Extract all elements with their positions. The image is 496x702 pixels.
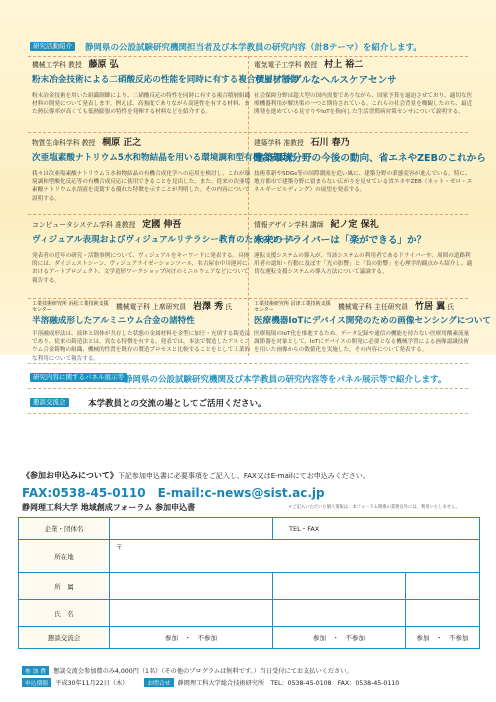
divider — [28, 363, 468, 364]
research-description: 社会保障分野は超大型の国内需要でありながら、国家予算を逼迫させており、適切な医療機器利用が解決策の一つと期待されている。これらの社会背景を概観したのち、最近開発を進めている見守りやIoTを指向した生活習慣病対策センサについて説明する。 — [254, 93, 473, 116]
research-title: 粉末冶金技術による二硝酸反応の性能を同時に有する複合積層材制御 — [32, 75, 299, 85]
department: 機械電子科 主任研究員 — [338, 303, 409, 311]
name-field-3[interactable] — [406, 600, 480, 627]
department: 建築学科 准教授 — [254, 139, 304, 147]
affiliation-field-3[interactable] — [406, 573, 480, 600]
research-item — [254, 301, 492, 355]
fee-tag: 参 加 費 — [22, 666, 49, 675]
department: 機械電子科 上席研究員 — [116, 303, 187, 311]
section-tag-research: 研究活動紹介 — [30, 42, 75, 51]
apply-title: 《参加お申込みについて》 — [22, 471, 118, 480]
research-title: 医療機器IoTにデバイス開発のための画像センシングについて — [254, 316, 492, 326]
name-field-2[interactable] — [273, 600, 406, 627]
address-field[interactable] — [110, 540, 480, 573]
contact-line — [22, 484, 325, 501]
presenter-name: 村上 裕二 — [324, 60, 364, 70]
affiliation-field-2[interactable] — [273, 573, 406, 600]
deadline-tag: 申込期限 — [22, 678, 51, 687]
honorific: 氏 — [225, 303, 233, 311]
research-description: 技術革新やSDGs等の国際潮流を追い風に、建築分野の業態変容が進んでいる。特に、地方都市で建築分野に留まらない広がりを見せている省エネやZEB（ネット・ゼロ・エネルギービルディング）の展望を発表する。 — [254, 171, 473, 194]
research-description: 発表者の近年の研究・活動事例について、ヴィジュアルをキーワードに発表する。具体的には、ダイジェストシーン、ヴィジュアライゼーションツール、名古屋市中川運河におけるアートプロジェクト、文学造形ワークショップ向けのミニルウェアなどについて報告する。 — [32, 253, 250, 284]
contact-text: 静岡理工科大学総合技術研究所 TEL：0538-45-0108 FAX：0538-45-0110 — [177, 680, 400, 687]
research-description: 半溶融成形法は、液体と固体が共存した状態の金属材料を金型に加圧・充填する鋳造法であり、従来の鋳造法とは、異なる特徴を有する。発表では、本法で製造したアルミニウム合金鋳物の組織、機械的性質を既存の製造プロセスと比較することをとして工業的な利用について報告する。 — [32, 331, 251, 362]
fee-text: 懇談交流会参加費のみ4,000円（1名）（その他のプログラムは無料です。）当日受付にてお支払いください。 — [53, 668, 353, 675]
presenter-name: 岩澤 秀 — [192, 302, 224, 312]
research-title: 未来のドライバーは「楽ができる」か？ — [254, 235, 427, 246]
zip-mark: 〒 — [116, 543, 123, 551]
research-description: 医療現場のIoT化を推進するため、データ記録や通信の機能を持たない医療用酸素流量調節器を対象として、IoTにデバイスの開発に必要となる機械学習による画像認識技術を用いた画像からの数値化を実施した。その内容について発表する。 — [254, 331, 470, 354]
section-tag-panel: 研究内容に関するパネル展示等 — [30, 373, 127, 382]
department: 物質生命科学科 教授 — [32, 139, 96, 147]
research-title: 建築環境分野の今後の動向、省エネやZEBのこれから — [254, 153, 486, 164]
presenter-name: 紀ノ定 保礼 — [330, 220, 379, 230]
tel-fax-label: TEL・FAX — [289, 525, 320, 533]
department: 機械工学科 教授 — [32, 61, 82, 69]
reception-text: 本学教員との交流の場としてご活用ください。 — [88, 399, 267, 409]
deadline-text: 平成30年11月22日（木） — [55, 680, 129, 687]
research-title: 半溶融成形したアルミニウム合金の諸特性 — [32, 316, 195, 326]
research-title: ウェアラブルなヘルスケアセンサ — [254, 75, 397, 86]
tel-fax-field[interactable] — [273, 518, 480, 540]
divider — [28, 298, 468, 299]
research-description: 粉末冶金技術を用いた組織制御により、二硝酸反応の特性を同時に有する複合積層組織材料の開発について発表します。例えば、高強度でありながら高延性を有する材料、また熱伝導率が高くても低熱膨張の特性を発揮する材料などを紹介する。 — [32, 93, 251, 116]
research-description: 我々は次亜塩素酸ナトリウム５水和物結晶の有機合成化学への応用を検討し、これが環境調和型酸化反応等の有機合成反応に使用できることを見出した。また、従来の次亜塩素酸ナトリウム水溶液を凌駕する優れた特徴を示すことが判明した。その内容について説明する。 — [32, 171, 251, 202]
email-address: E-mail:c-news@sist.ac.jp — [157, 486, 325, 500]
apply-instructions: 下記参加申込書に必要事項をご記入し、FAX又はE-mailにてお申込みください。 — [117, 472, 370, 480]
research-item — [254, 138, 486, 195]
fax-number: FAX:0538-45-0110 — [22, 486, 146, 500]
divider — [28, 214, 468, 215]
presenter-name: 桐原 正之 — [102, 138, 142, 148]
presenter-name: 竹居 翼 — [414, 302, 446, 312]
attend-choice-2[interactable]: 参加 ・ 不参加 — [273, 627, 406, 649]
department: コンピュータシステム学科 准教授 — [32, 221, 136, 229]
org-label: 企業・団体名 — [19, 518, 110, 540]
section-headline-research: 静岡県の公設試験研究機関担当者及び本学教員の研究内容（計8テーマ）を紹介します。 — [85, 43, 422, 53]
contact-tag: お問合せ — [144, 678, 173, 687]
presenter-name: 石川 春乃 — [310, 138, 350, 148]
research-title: ヴィジュアル表現およびヴィジュアルリテラシー教育のためのツール — [32, 235, 296, 245]
section-headline-panel: 静岡県の公設試験研究機関及び本学教員の研究内容等をパネル展示等で紹介します。 — [124, 375, 447, 385]
section-tag-reception: 懇談交流会 — [30, 398, 69, 407]
research-item — [32, 301, 252, 363]
affiliation: 工業技術研究所 沼津工業技術支援センター — [254, 301, 331, 313]
reception-label: 懇談交流会 — [19, 627, 110, 649]
name-label: 氏 名 — [19, 600, 110, 627]
form-title: 静岡理工科大学 地域創成フォーラム 参加申込書 — [22, 503, 196, 512]
department: 電気電子工学科 教授 — [254, 61, 318, 69]
honorific: 氏 — [447, 303, 455, 311]
research-item — [254, 220, 474, 277]
name-field-1[interactable] — [110, 600, 273, 627]
affiliation-label: 所 属 — [19, 573, 110, 600]
affiliation-field-1[interactable] — [110, 573, 273, 600]
divider — [28, 388, 468, 389]
application-form — [18, 517, 480, 649]
research-title: 次亜塩素酸ナトリウム5水和物結晶を用いる環境調和型有機合成反応 — [32, 153, 296, 163]
org-field[interactable] — [110, 518, 273, 540]
deadline-row — [22, 678, 399, 687]
presenter-name: 定國 伸吾 — [142, 220, 182, 230]
divider — [28, 132, 468, 133]
affiliation: 工業技術研究所 浜松工業技術支援センター — [32, 301, 109, 313]
research-description: 運転支援システムの導入が、当該システムの利用者であるドライバーや、周囲の道路利用者の認知・行動に及ぼす「光の影響」と「負の影響」を心理学的観点から紹介し、適切な運転支援システムの導入方法について議論する。 — [254, 253, 473, 276]
address-label: 所在地 — [19, 540, 110, 573]
fee-row — [22, 666, 353, 675]
attend-choice-3[interactable]: 参加 ・ 不参加 — [406, 627, 480, 649]
attend-choice-1[interactable]: 参加 ・ 不参加 — [110, 627, 273, 649]
department: 情報デザイン学科 講師 — [254, 221, 324, 229]
apply-heading — [22, 470, 370, 481]
privacy-note: ＊ご記入いただいた個人情報は、本フォーラム関係の業務以外には、利用いたしません。 — [288, 505, 460, 510]
research-item — [254, 60, 474, 117]
divider — [28, 413, 468, 414]
presenter-name: 藤原 弘 — [88, 60, 119, 70]
